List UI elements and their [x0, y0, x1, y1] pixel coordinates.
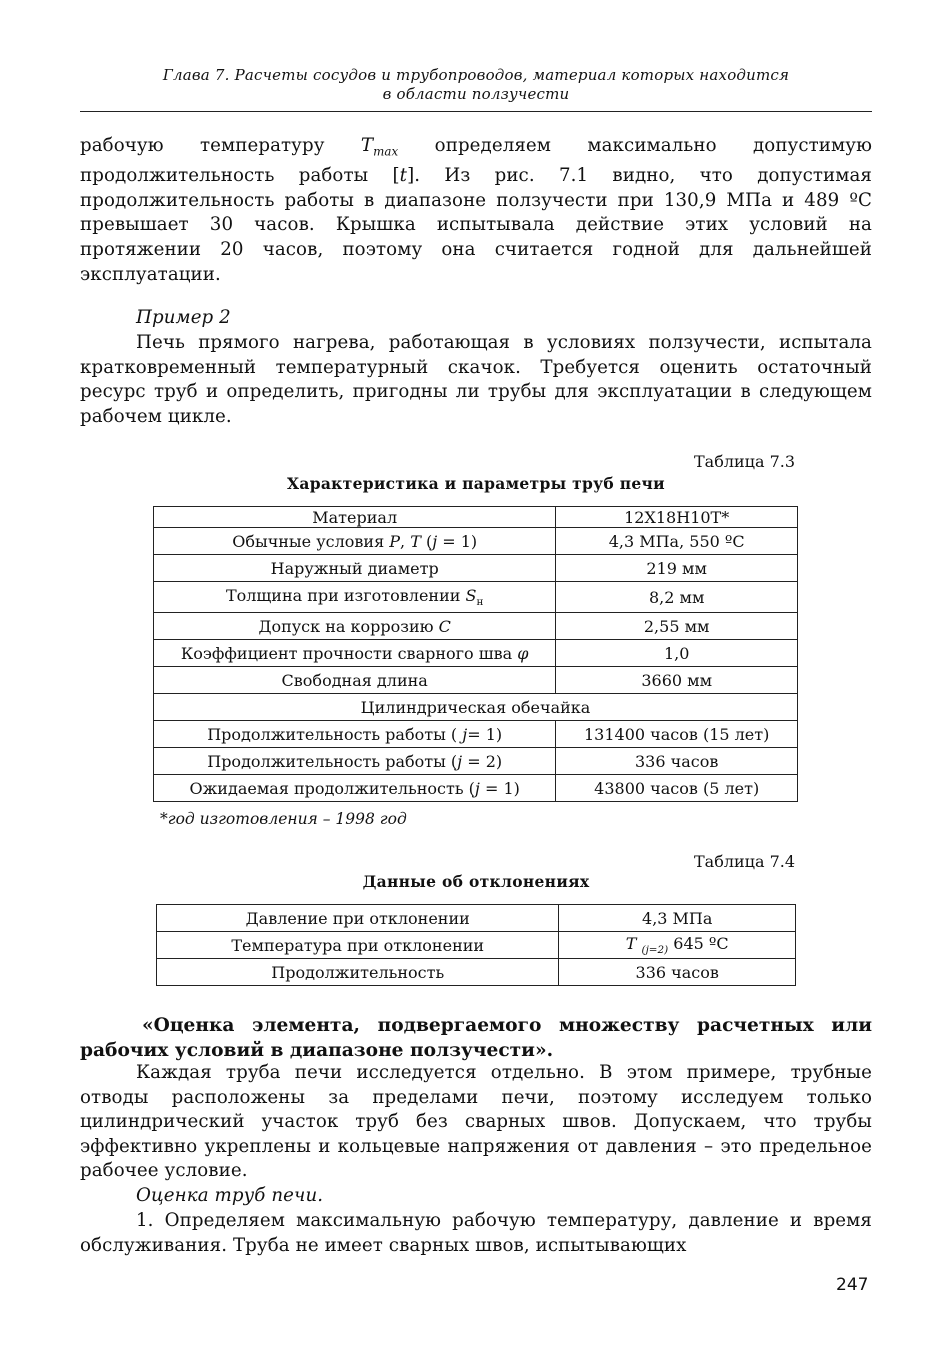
paragraph-3: Каждая труба печи исследуется отдельно. В этом примере, трубные отводы расположены за пределами печи, поэтому исследуем только цилиндрический участок труб без сварных швов. Допускаем, что трубы эффективно укреплены и кольцевые напряжения от давления – это предельное рабочее условие.	[80, 1062, 872, 1182]
table-cell-label: Наружный диаметр	[154, 555, 556, 582]
paragraph-2: Печь прямого нагрева, работающая в условиях ползучести, испытала кратковременный температурный скачок. Требуется оценить остаточный ресурс труб и определить, пригодны ли трубы для эксплуатации в следующем рабочем цикле.	[80, 332, 872, 427]
table-cell-label: Толщина при изготовлении $S_н$	[154, 582, 556, 613]
table-cell-label: Коэффициент прочности сварного шва φ	[154, 640, 556, 667]
header-rule	[80, 111, 872, 112]
table-cell-label: Продолжительность работы ( j= 1)	[154, 721, 556, 748]
table-cell-value: 336 часов	[556, 748, 798, 775]
table-cell-label: Давление при отклонении	[157, 905, 559, 932]
running-header	[80, 66, 872, 104]
table-row	[154, 555, 798, 582]
table-row	[157, 932, 796, 959]
table-cell-value: 8,2 мм	[556, 582, 798, 613]
table-section-cell: Цилиндрическая обечайка	[154, 694, 798, 721]
table-row	[154, 507, 798, 528]
table-row	[154, 582, 798, 613]
section-heading: «Оценка элемента, подвергаемого множеству расчетных или рабочих условий в диапазоне ползучести».	[80, 1015, 872, 1061]
para1-text-a: рабочую температуру	[80, 135, 361, 156]
table-7-4-title: Данные об отклонениях	[362, 872, 590, 891]
table-cell-label: Допуск на коррозию C	[154, 613, 556, 640]
table-cell-value: 4,3 МПа	[559, 905, 796, 932]
table-cell-label: Свободная длина	[154, 667, 556, 694]
paragraph-1	[80, 134, 872, 287]
table-row	[154, 613, 798, 640]
table-row	[154, 748, 798, 775]
table-row	[154, 640, 798, 667]
table-7-3	[153, 506, 798, 802]
table-row	[157, 959, 796, 986]
table-section-row	[154, 694, 798, 721]
tmax-symbol: $T_{max}$	[360, 135, 399, 159]
table-row	[154, 721, 798, 748]
table-cell-value: 4,3 МПа, 550 ºС	[556, 528, 798, 555]
table-7-4-caption: Таблица 7.4	[694, 852, 796, 871]
table-cell-value: 3660 мм	[556, 667, 798, 694]
table-cell-value: 219 мм	[556, 555, 798, 582]
table-cell-value: 336 часов	[559, 959, 796, 986]
table-row	[157, 905, 796, 932]
table-cell-value: 43800 часов (5 лет)	[556, 775, 798, 802]
table-cell-value: 2,55 мм	[556, 613, 798, 640]
table-cell-label: Ожидаемая продолжительность (j = 1)	[154, 775, 556, 802]
table-cell-value: 131400 часов (15 лет)	[556, 721, 798, 748]
para1-text-c: ]. Из рис. 7.1 видно, что допустимая продолжительность работы в диапазоне ползучести при 130,9 МПа и 489 ºС превышает 30 часов. Крышка испытывала действие этих условий на протяжении 20 часов, поэтому она считается годной для дальнейшей эксплуатации.	[80, 165, 873, 285]
table-7-3-caption: Таблица 7.3	[694, 452, 796, 471]
ref-t: t	[399, 165, 408, 187]
table-7-3-title: Характеристика и параметры труб печи	[287, 474, 665, 493]
para1-text-b: определяем максимально допустимую продолжительность работы [	[80, 135, 873, 187]
table-cell-label: Обычные условия P, T (j = 1)	[154, 528, 556, 555]
table-cell-value: T $_{(j=2)}$ 645 ºС	[559, 932, 796, 959]
table-row	[154, 667, 798, 694]
table-row	[154, 775, 798, 802]
running-header-line-2: в области ползучести	[382, 85, 570, 103]
table-cell-label: Продолжительность	[157, 959, 559, 986]
page-number: 247	[836, 1275, 869, 1295]
table-7-4	[156, 904, 796, 986]
example-title: Пример 2	[136, 307, 231, 328]
table-cell-label: Материал	[154, 507, 556, 528]
table-row	[154, 528, 798, 555]
paragraph-5: 1. Определяем максимальную рабочую температуру, давление и время обслуживания. Труба не имеет сварных швов, испытывающих	[80, 1210, 872, 1256]
table-cell-value: 1,0	[556, 640, 798, 667]
running-header-line-1: Глава 7. Расчеты сосудов и трубопроводов, материал которых находится	[162, 66, 790, 84]
table-7-3-footnote: *год изготовления – 1998 год	[160, 810, 407, 828]
table-cell-label: Температура при отклонении	[157, 932, 559, 959]
paragraph-4: Оценка труб печи.	[136, 1185, 324, 1206]
table-cell-value: 12Х18Н10Т*	[556, 507, 798, 528]
table-cell-label: Продолжительность работы (j = 2)	[154, 748, 556, 775]
